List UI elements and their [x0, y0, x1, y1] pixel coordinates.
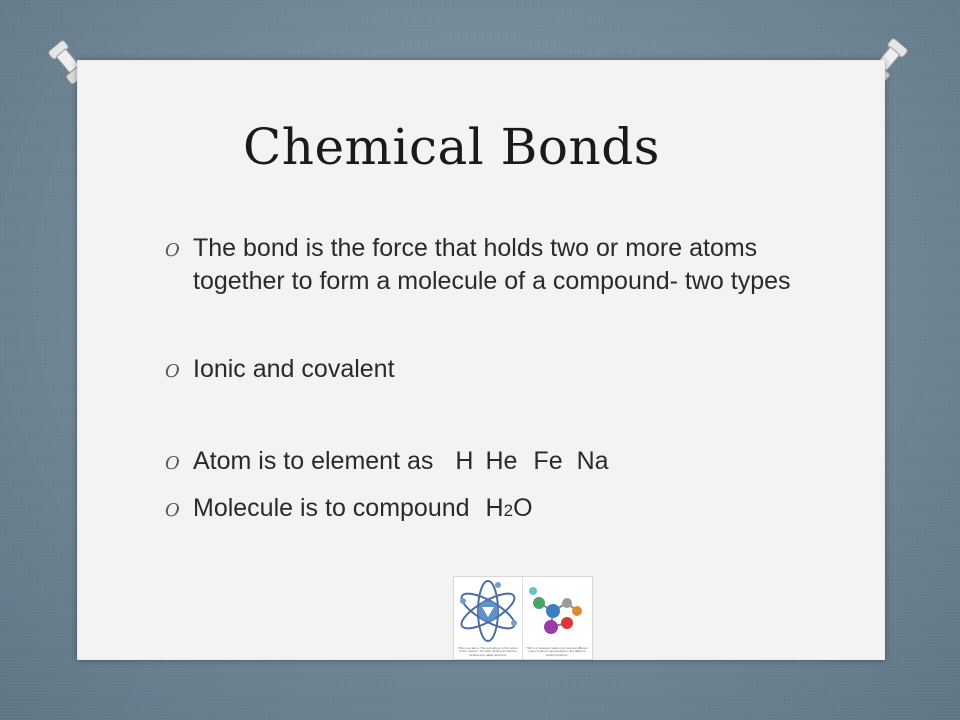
atom-panel — [454, 577, 523, 659]
element-symbol: Na — [576, 447, 609, 475]
element-symbol: Fe — [533, 447, 563, 475]
element-symbol: He — [485, 447, 518, 475]
bullet-text: Ionic and covalent — [193, 355, 395, 383]
bullet-text — [165, 492, 533, 527]
bullet-marker: O — [165, 500, 180, 521]
bullet-marker: O — [165, 240, 180, 261]
formula-end: O — [513, 494, 533, 522]
bullet-marker: O — [165, 453, 180, 474]
molecule-line-text: Molecule is to compound — [193, 494, 470, 522]
bullet-text — [165, 445, 609, 478]
atom-caption: This is an atom. The red sphere in the center is the nucleus. The dots orbiting around the nucleus are called electrons. — [458, 645, 518, 657]
molecule-icon — [523, 581, 591, 645]
formula-subscript: 2 — [503, 501, 514, 520]
bullet-item — [165, 232, 805, 298]
slide-title: Chemical Bonds — [243, 118, 660, 176]
bullet-item — [165, 353, 395, 386]
bullet-item — [165, 445, 609, 478]
formula-main: H — [485, 494, 504, 522]
bullet-marker: O — [165, 361, 180, 382]
atom-icon — [454, 579, 522, 645]
element-symbol: H — [455, 447, 474, 475]
bullet-item — [165, 492, 533, 527]
molecule-caption: This is a molecule made up of several different types of atoms represented by the different colored spheres. — [526, 645, 588, 657]
molecule-panel — [523, 577, 591, 659]
atom-line-text: Atom is to element as — [193, 447, 434, 475]
atom-molecule-image — [453, 576, 593, 660]
bullet-text: The bond is the force that holds two or more atoms together to form a molecule of a compound- two types — [193, 234, 791, 295]
